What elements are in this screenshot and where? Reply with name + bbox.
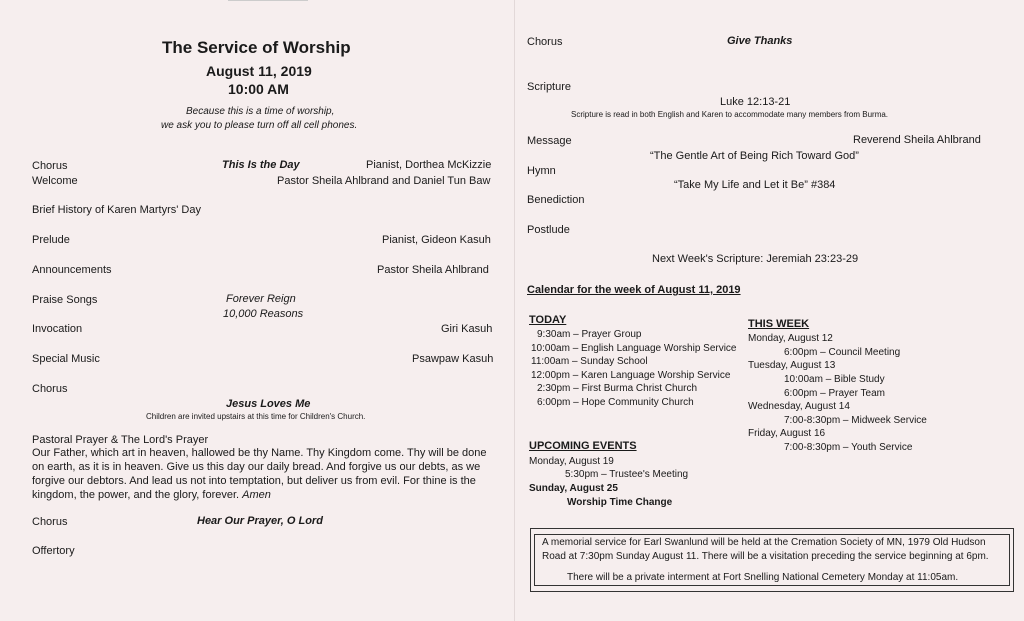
right-chorus-label: Chorus	[527, 36, 563, 48]
welcome-label: Welcome	[32, 175, 78, 187]
memorial-line3: There will be a private interment at Fort Snelling National Cemetery Monday at 11:05am.	[567, 572, 959, 583]
announcements-label: Announcements	[32, 264, 112, 276]
history-label: Brief History of Karen Martyrs' Day	[32, 204, 201, 216]
today-item: 12:00pm – Karen Language Worship Service	[531, 370, 731, 381]
this-week-event: 10:00am – Bible Study	[784, 374, 885, 385]
this-week-heading: THIS WEEK	[748, 318, 810, 330]
hymn-label: Hymn	[527, 165, 556, 177]
welcome-leader: Pastor Sheila Ahlbrand and Daniel Tun Baw	[277, 175, 491, 187]
chorus1-leader: Pianist, Dorthea McKizzie	[366, 159, 492, 171]
chorus2-note: Children are invited upstairs at this time for Children's Church.	[146, 412, 366, 421]
message-title: “The Gentle Art of Being Rich Toward God”	[650, 150, 859, 162]
next-week-scripture: Next Week's Scripture: Jeremiah 23:23-29	[652, 253, 859, 265]
upcoming-event: 5:30pm – Trustee's Meeting	[565, 469, 689, 480]
service-time: 10:00 AM	[228, 81, 289, 97]
this-week-day: Monday, August 12	[748, 333, 833, 344]
upcoming-day: Sunday, August 25	[529, 483, 618, 494]
benediction-label: Benediction	[527, 194, 585, 206]
chorus3-label: Chorus	[32, 516, 68, 528]
today-item: 2:30pm – First Burma Christ Church	[537, 383, 698, 394]
special-music-label: Special Music	[32, 353, 100, 365]
page-fold	[514, 0, 515, 621]
chorus2-label: Chorus	[32, 383, 68, 395]
chorus1-song: This Is the Day	[222, 159, 300, 171]
upcoming-heading: UPCOMING EVENTS	[529, 440, 637, 452]
invocation-label: Invocation	[32, 323, 83, 335]
praise-song2: 10,000 Reasons	[223, 308, 304, 320]
scripture-note: Scripture is read in both English and Karen to accommodate many members from Burma.	[571, 110, 889, 119]
message-label: Message	[527, 135, 572, 147]
prelude-label: Prelude	[32, 234, 70, 246]
service-title: The Service of Worship	[162, 38, 351, 57]
today-item: 6:00pm – Hope Community Church	[537, 397, 694, 408]
lords-prayer	[32, 446, 494, 502]
lords-prayer-text: Our Father, which art in heaven, hallowed be thy Name. Thy Kingdom come. Thy will be done on earth, as it is in heaven. Give us this day our daily bread. And forgive us our debts, as we forgive our debtors. And lead us not into temptation, but deliver us from evil. For thine is the kingdom, the power, and the glory, forever.	[32, 447, 487, 501]
upcoming-day: Monday, August 19	[529, 456, 614, 467]
memorial-line2: Road at 7:30pm Sunday August 11. There will be a visitation preceding the service beginning at 6pm.	[542, 551, 989, 562]
right-chorus-song: Give Thanks	[727, 35, 793, 47]
this-week-event: 6:00pm – Prayer Team	[784, 388, 885, 399]
this-week-event: 7:00-8:30pm – Midweek Service	[784, 415, 927, 426]
this-week-event: 6:00pm – Council Meeting	[784, 347, 901, 358]
chorus1-label: Chorus	[32, 160, 68, 172]
notice-line1: Because this is a time of worship,	[186, 106, 335, 117]
special-music-leader: Psawpaw Kasuh	[412, 353, 494, 365]
today-item: 10:00am – English Language Worship Service	[531, 343, 737, 354]
notice-line2: we ask you to please turn off all cell phones.	[161, 120, 358, 131]
memorial-line1: A memorial service for Earl Swanlund will be held at the Cremation Society of MN, 1979 Old Hudson	[542, 537, 986, 548]
calendar-heading: Calendar for the week of August 11, 2019	[527, 284, 741, 296]
message-speaker: Reverend Sheila Ahlbrand	[853, 134, 981, 146]
invocation-leader: Giri Kasuh	[441, 323, 493, 335]
scripture-ref: Luke 12:13-21	[720, 96, 791, 108]
this-week-day: Friday, August 16	[748, 428, 826, 439]
prayer-label: Pastoral Prayer & The Lord's Prayer	[32, 434, 209, 446]
offertory-label: Offertory	[32, 545, 75, 557]
scripture-label: Scripture	[527, 81, 572, 93]
prelude-leader: Pianist, Gideon Kasuh	[382, 234, 491, 246]
chorus2-song: Jesus Loves Me	[226, 398, 311, 410]
praise-song1: Forever Reign	[226, 293, 296, 305]
today-item: 11:00am – Sunday School	[531, 356, 648, 367]
lords-prayer-amen: Amen	[242, 489, 271, 501]
praise-label: Praise Songs	[32, 294, 98, 306]
this-week-day: Tuesday, August 13	[748, 360, 836, 371]
today-heading: TODAY	[529, 314, 567, 326]
postlude-label: Postlude	[527, 224, 570, 236]
this-week-event: 7:00-8:30pm – Youth Service	[784, 442, 913, 453]
top-mark	[228, 0, 308, 1]
announcements-leader: Pastor Sheila Ahlbrand	[377, 264, 489, 276]
this-week-day: Wednesday, August 14	[748, 401, 850, 412]
hymn-title: “Take My Life and Let it Be” #384	[674, 179, 836, 191]
upcoming-event: Worship Time Change	[567, 497, 673, 508]
service-date: August 11, 2019	[206, 63, 312, 79]
today-item: 9:30am – Prayer Group	[537, 329, 642, 340]
chorus3-song: Hear Our Prayer, O Lord	[197, 515, 323, 527]
